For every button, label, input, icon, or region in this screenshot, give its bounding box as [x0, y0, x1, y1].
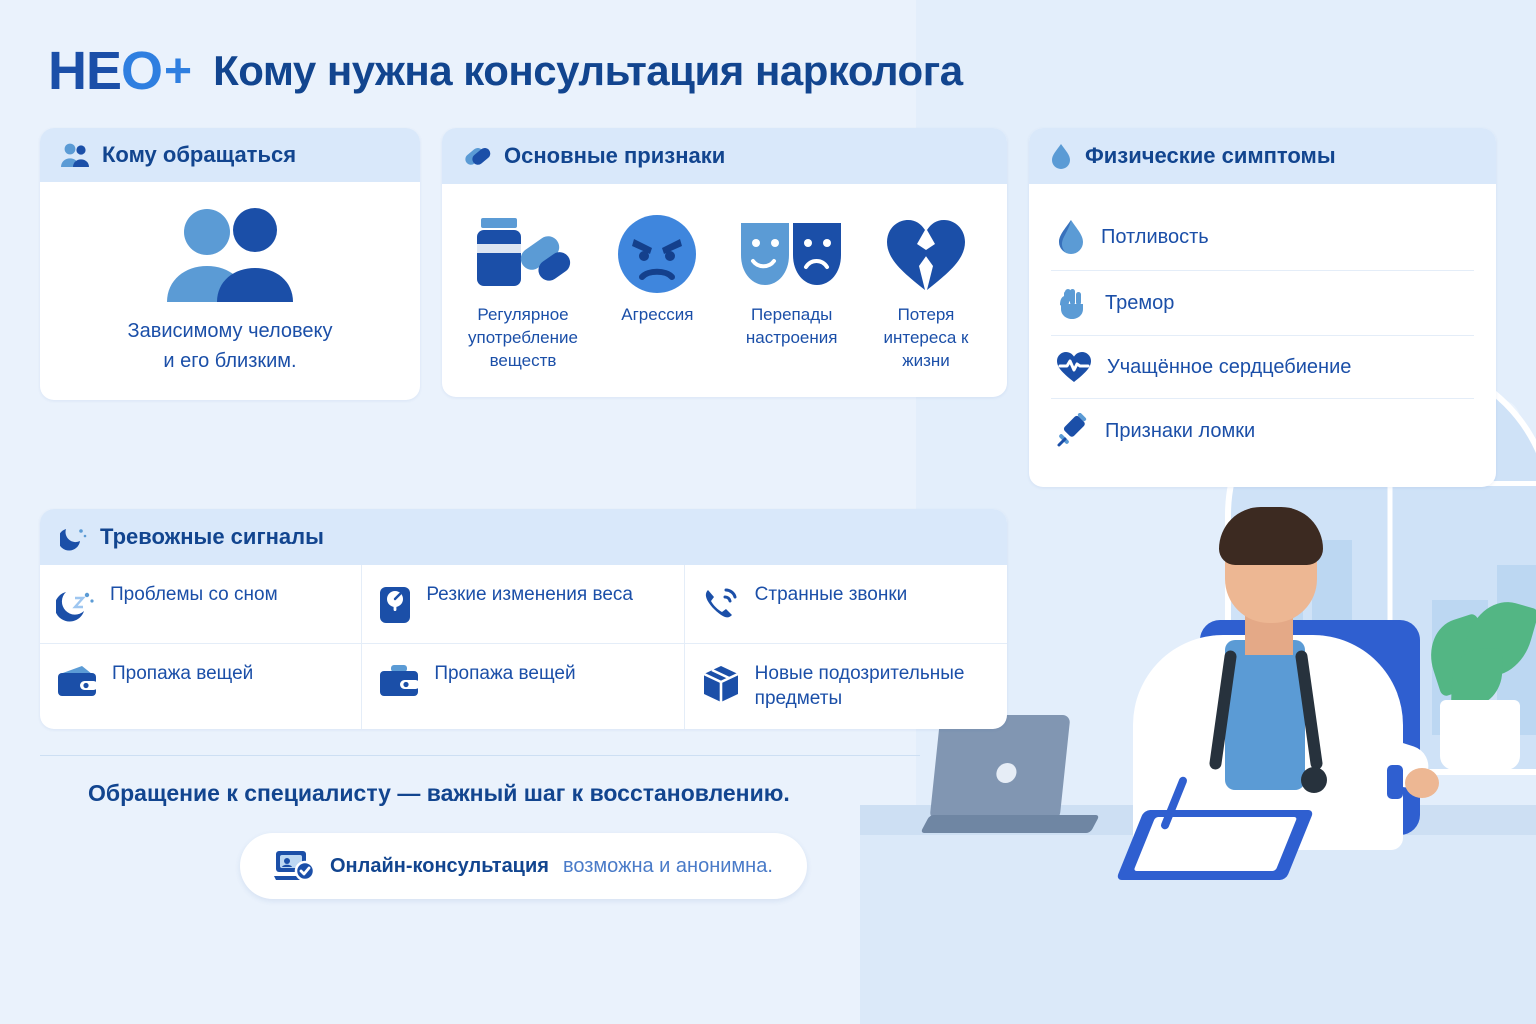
people-icon	[60, 142, 90, 168]
card-title: Тревожные сигналы	[100, 524, 324, 549]
theater-masks-icon	[733, 204, 851, 304]
card-title: Основные признаки	[504, 143, 726, 168]
card-title: Физические симптомы	[1085, 143, 1336, 168]
people-illustration	[62, 206, 398, 302]
symptom-item	[1051, 204, 1474, 271]
sign-label: Регулярное употребление веществ	[468, 305, 578, 370]
cards-grid	[40, 128, 1496, 487]
weight-scale-icon	[378, 585, 412, 625]
wallet-icon	[56, 664, 98, 698]
pill-soft-text: возможна и анонимна.	[562, 854, 773, 877]
sign-item	[867, 204, 985, 373]
broken-heart-icon	[867, 204, 985, 304]
page-title: Кому нужна консультация нарколога	[213, 47, 963, 94]
sign-label: Перепады настроения	[745, 305, 838, 347]
symptom-item	[1051, 399, 1474, 463]
online-consultation-badge[interactable]	[240, 833, 807, 899]
card-main-signs	[442, 128, 1007, 397]
moon-sleep-icon	[56, 585, 96, 625]
card-who-to-contact	[40, 128, 420, 400]
angry-face-icon	[598, 204, 716, 304]
warning-label: Пропажа вещей	[112, 663, 254, 684]
warning-item	[362, 565, 684, 644]
warning-item	[685, 565, 1007, 644]
pill-strong-text: Онлайн-консультация	[330, 854, 549, 877]
symptoms-list	[1029, 184, 1496, 487]
symptom-label: Признаки ломки	[1105, 419, 1256, 442]
card-title: Кому обращаться	[102, 142, 297, 167]
who-line-1: Зависимому человеку	[127, 320, 333, 342]
signs-list	[464, 204, 985, 373]
pill-icon	[462, 142, 492, 170]
card-warning-signals	[40, 509, 1007, 729]
footnote: Обращение к специалисту — важный шаг к восстановлению.	[40, 755, 920, 807]
brand-letter-3: O	[121, 41, 163, 101]
briefcase-icon	[378, 664, 420, 698]
phone-call-icon	[701, 585, 741, 625]
brand-logo	[48, 40, 191, 102]
warning-label: Новые подозрительные предметы	[754, 663, 965, 709]
trembling-hand-icon	[1055, 285, 1091, 321]
warning-item	[362, 644, 684, 729]
card-body	[442, 184, 1007, 397]
who-description	[62, 316, 398, 376]
warning-label: Пропажа вещей	[434, 663, 576, 684]
card-body	[40, 182, 420, 400]
card-header	[40, 509, 1007, 565]
symptom-item	[1051, 336, 1474, 399]
droplet-icon	[1049, 142, 1073, 170]
sign-item	[464, 204, 582, 373]
who-line-2: и его близким.	[163, 350, 297, 372]
card-header	[1029, 128, 1496, 184]
warning-label: Странные звонки	[754, 584, 908, 605]
warnings-grid	[40, 565, 1007, 729]
symptom-label: Учащённое сердцебиение	[1107, 355, 1352, 378]
heartbeat-icon	[1055, 350, 1093, 384]
brand-letter-2: E	[86, 41, 122, 101]
warning-item	[40, 644, 362, 729]
droplet-icon	[1055, 218, 1087, 256]
online-consultation-icon	[274, 849, 316, 883]
sign-label: Агрессия	[621, 305, 694, 324]
card-header	[40, 128, 420, 182]
card-header	[442, 128, 1007, 184]
syringe-icon	[1055, 413, 1091, 449]
sign-label: Потеря интереса к жизни	[883, 305, 969, 370]
warning-label: Проблемы со сном	[110, 584, 278, 605]
warning-item	[685, 644, 1007, 729]
moon-icon	[60, 523, 88, 551]
pill-bottle-icon	[464, 204, 582, 304]
brand-letter-1: H	[48, 41, 86, 101]
masthead	[48, 40, 1496, 102]
symptom-label: Тремор	[1105, 291, 1175, 314]
warning-label: Резкие изменения веса	[426, 584, 633, 605]
symptom-label: Потливость	[1101, 225, 1209, 248]
symptom-item	[1051, 271, 1474, 336]
package-box-icon	[701, 664, 741, 704]
sign-item	[598, 204, 716, 373]
brand-plus-icon: +	[164, 44, 192, 98]
warning-item	[40, 565, 362, 644]
card-physical-symptoms	[1029, 128, 1496, 487]
sign-item	[733, 204, 851, 373]
